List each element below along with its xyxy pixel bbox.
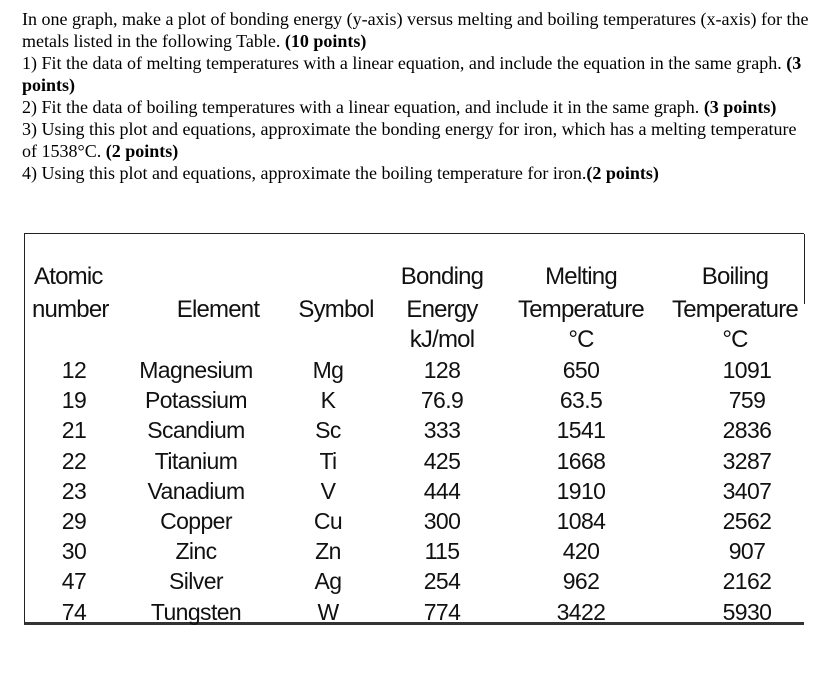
cell-boiling-temp: 3407 (722, 477, 772, 504)
cell-bonding-energy: 774 (423, 598, 461, 625)
item-points: (3 points) (703, 97, 777, 117)
header-atomic-line2: number (32, 296, 109, 323)
cell-atomic-number: 12 (61, 357, 87, 383)
header-element: Element (176, 296, 260, 323)
cell-atomic-number: 21 (61, 417, 87, 444)
cell-element: Magnesium (139, 357, 253, 383)
header-energy-unit: kJ/mol (409, 326, 475, 353)
cell-bonding-energy: 425 (423, 447, 461, 474)
cell-boiling-temp: 3287 (722, 447, 772, 474)
cell-boiling-temp: 5930 (722, 598, 772, 625)
item-points: (2 points) (586, 163, 659, 183)
cell-atomic-number: 23 (61, 477, 87, 504)
cell-symbol: Ag (314, 568, 342, 595)
header-melt-unit: °C (568, 326, 594, 353)
item-text: 3) Using this plot and equations, approximate the bonding energy for iron, which has a melting temperature of 1538°C. (22, 119, 797, 161)
cell-melting-temp: 420 (562, 538, 600, 565)
cell-boiling-temp: 759 (728, 387, 766, 414)
cell-element: Zinc (175, 538, 217, 565)
cell-atomic-number: 29 (61, 508, 87, 534)
cell-symbol: Zn (315, 538, 341, 565)
cell-symbol: Ti (319, 447, 337, 474)
cell-element: Silver (169, 568, 223, 595)
header-boil-unit: °C (722, 326, 748, 353)
cell-bonding-energy: 444 (423, 477, 461, 504)
cell-symbol: W (317, 598, 339, 625)
cell-boiling-temp: 2836 (722, 417, 772, 444)
cell-melting-temp: 650 (562, 357, 600, 383)
cell-symbol: V (320, 477, 336, 504)
cell-element: Scandium (147, 417, 245, 444)
cell-melting-temp: 1084 (556, 508, 606, 534)
item-points: (3 points) (22, 53, 802, 95)
cell-atomic-number: 22 (61, 447, 87, 474)
cell-melting-temp: 3422 (556, 598, 606, 625)
header-energy-line2: Energy (406, 296, 478, 323)
intro-points: (10 points) (284, 31, 367, 51)
item-text: 4) Using this plot and equations, approximate the boiling temperature for iron. (22, 163, 587, 183)
header-melt-line2: Temperature (518, 296, 644, 323)
header-boil-line2: Temperature (672, 296, 798, 323)
cell-symbol: Sc (315, 417, 341, 444)
header-atomic-line1: Atomic (34, 263, 103, 290)
header-melt-line1: Melting (545, 263, 617, 290)
intro-text: In one graph, make a plot of bonding energy (y-axis) versus melting and boiling temperatures (x-axis) for the metals listed in the following Table. (22, 9, 809, 51)
cell-symbol: K (320, 387, 336, 414)
cell-boiling-temp: 907 (728, 538, 766, 565)
cell-symbol: Cu (313, 508, 343, 534)
item-points: (2 points) (105, 141, 179, 161)
header-boil-line1: Boiling (701, 263, 769, 290)
cell-melting-temp: 1668 (556, 447, 606, 474)
cell-melting-temp: 63.5 (559, 387, 603, 414)
cell-boiling-temp: 1091 (722, 357, 772, 383)
cell-melting-temp: 1541 (556, 417, 606, 444)
cell-element: Copper (160, 508, 232, 534)
cell-bonding-energy: 254 (423, 568, 461, 595)
cell-symbol: Mg (312, 357, 344, 383)
cell-atomic-number: 19 (61, 387, 87, 414)
cell-bonding-energy: 76.9 (420, 387, 464, 414)
cell-melting-temp: 962 (562, 568, 600, 595)
cell-bonding-energy: 300 (423, 508, 461, 534)
cell-boiling-temp: 2562 (722, 508, 772, 534)
header-symbol: Symbol (298, 296, 374, 323)
cell-atomic-number: 30 (61, 538, 87, 565)
item-text: 1) Fit the data of melting temperatures with a linear equation, and include the equation in the same graph. (22, 53, 782, 73)
cell-element: Potassium (145, 387, 247, 414)
item-text: 2) Fit the data of boiling temperatures with a linear equation, and include it in the same graph. (22, 97, 700, 117)
cell-element: Titanium (154, 447, 238, 474)
header-energy-line1: Bonding (400, 263, 484, 290)
header-boil-line2-clip (672, 295, 804, 327)
cell-bonding-energy: 115 (424, 538, 460, 565)
cell-boiling-temp: 2162 (722, 568, 772, 595)
cell-element: Vanadium (147, 477, 245, 504)
cell-bonding-energy: 128 (423, 357, 461, 383)
cell-melting-temp: 1910 (556, 477, 606, 504)
cell-element: Tungsten (150, 598, 242, 625)
cell-atomic-number: 47 (61, 568, 87, 595)
cell-bonding-energy: 333 (423, 417, 461, 444)
cell-atomic-number: 74 (61, 598, 87, 625)
